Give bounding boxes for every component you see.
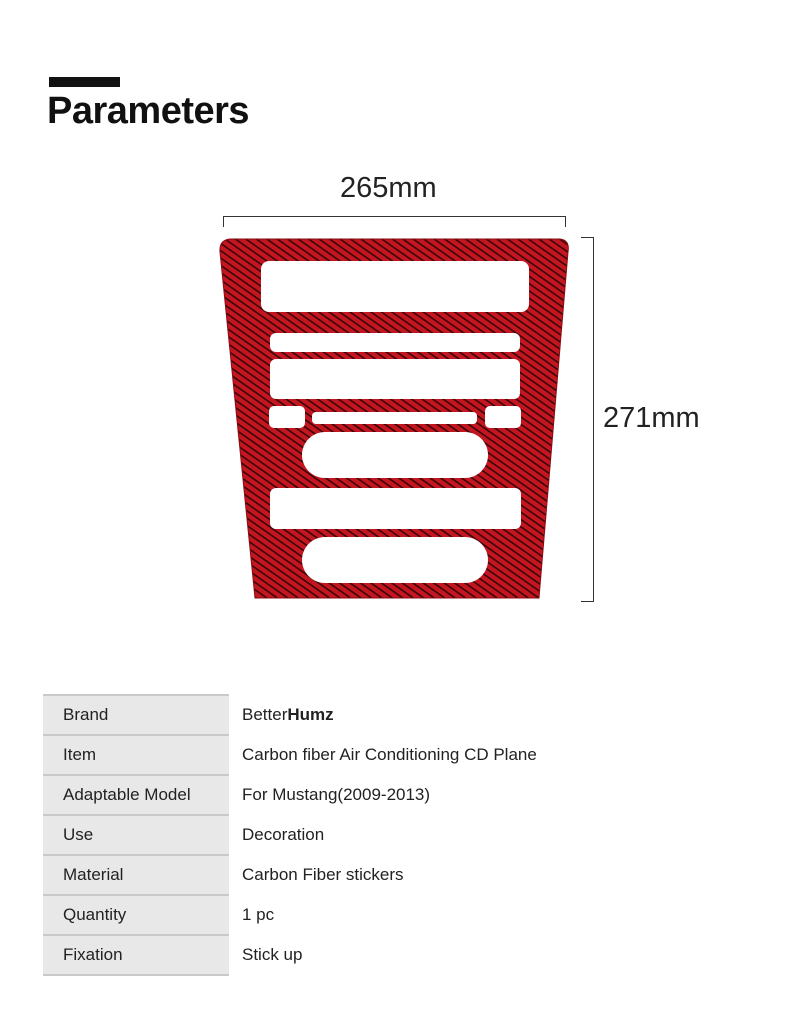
brand-regular: Better	[242, 705, 288, 724]
height-dimension-label: 271mm	[603, 402, 700, 434]
param-label: Brand	[43, 695, 229, 735]
param-label: Adaptable Model	[43, 775, 229, 815]
param-value: Stick up	[242, 945, 303, 964]
table-row	[43, 695, 643, 735]
param-value: 1 pc	[242, 905, 275, 924]
param-label: Item	[43, 735, 229, 775]
table-row	[43, 935, 643, 975]
table-row	[43, 855, 643, 895]
brand-value	[229, 695, 643, 735]
param-value: Decoration	[242, 825, 325, 844]
width-dimension-label: 265mm	[340, 172, 437, 204]
table-row	[43, 815, 643, 855]
param-value: Carbon Fiber stickers	[242, 865, 404, 884]
brand-bold: Humz	[287, 705, 334, 724]
param-label: Material	[43, 855, 229, 895]
param-value: Carbon fiber Air Conditioning CD Plane	[242, 745, 537, 764]
table-row	[43, 735, 643, 775]
param-value: For Mustang(2009-2013)	[242, 785, 431, 804]
table-row	[43, 895, 643, 935]
parameters-table	[43, 694, 643, 976]
table-row	[43, 775, 643, 815]
param-label: Use	[43, 815, 229, 855]
param-label: Quantity	[43, 895, 229, 935]
page-title: Parameters	[47, 90, 250, 132]
param-label: Fixation	[43, 935, 229, 975]
